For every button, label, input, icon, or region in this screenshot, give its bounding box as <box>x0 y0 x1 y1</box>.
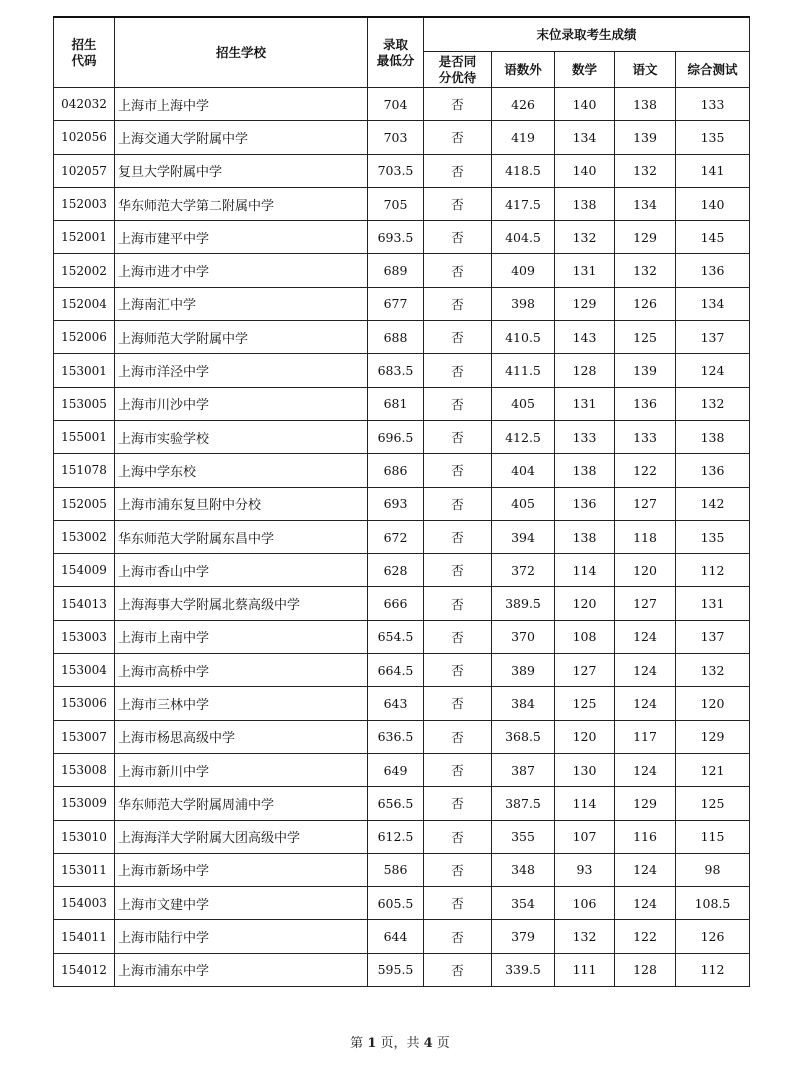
table-row <box>54 354 750 387</box>
cell-tie-priority: 否 <box>424 221 492 254</box>
cell-tie-priority: 否 <box>424 254 492 287</box>
cell-school: 上海市浦东复旦附中分校 <box>115 487 368 520</box>
cell-non-language: 387.5 <box>492 787 555 820</box>
cell-min-score: 693 <box>368 487 424 520</box>
cell-school: 上海市新场中学 <box>115 853 368 886</box>
cell-school: 上海交通大学附属中学 <box>115 121 368 154</box>
cell-tie-priority: 否 <box>424 321 492 354</box>
admission-score-table <box>53 16 750 987</box>
cell-chinese: 138 <box>615 88 676 121</box>
cell-school: 复旦大学附属中学 <box>115 154 368 187</box>
cell-code: 153009 <box>54 787 115 820</box>
cell-code: 152004 <box>54 287 115 320</box>
cell-comprehensive: 120 <box>676 687 750 720</box>
cell-chinese: 129 <box>615 787 676 820</box>
table-row <box>54 620 750 653</box>
table-row <box>54 687 750 720</box>
cell-tie-priority: 否 <box>424 554 492 587</box>
cell-min-score: 693.5 <box>368 221 424 254</box>
cell-min-score: 649 <box>368 753 424 786</box>
cell-chinese: 127 <box>615 487 676 520</box>
header-tie-priority: 是否同 分优待 <box>424 52 492 88</box>
cell-tie-priority: 否 <box>424 88 492 121</box>
cell-code: 153004 <box>54 654 115 687</box>
cell-tie-priority: 否 <box>424 587 492 620</box>
table-row <box>54 654 750 687</box>
cell-non-language: 419 <box>492 121 555 154</box>
cell-min-score: 683.5 <box>368 354 424 387</box>
cell-tie-priority: 否 <box>424 387 492 420</box>
cell-non-language: 379 <box>492 920 555 953</box>
cell-school: 华东师范大学第二附属中学 <box>115 187 368 220</box>
cell-code: 153008 <box>54 753 115 786</box>
cell-min-score: 605.5 <box>368 887 424 920</box>
cell-chinese: 122 <box>615 454 676 487</box>
cell-min-score: 636.5 <box>368 720 424 753</box>
cell-min-score: 688 <box>368 321 424 354</box>
cell-tie-priority: 否 <box>424 454 492 487</box>
cell-chinese: 127 <box>615 587 676 620</box>
table-row <box>54 154 750 187</box>
cell-tie-priority: 否 <box>424 121 492 154</box>
cell-code: 152006 <box>54 321 115 354</box>
table-row <box>54 321 750 354</box>
table-row <box>54 454 750 487</box>
cell-non-language: 410.5 <box>492 321 555 354</box>
cell-min-score: 696.5 <box>368 420 424 453</box>
cell-comprehensive: 129 <box>676 720 750 753</box>
cell-code: 152003 <box>54 187 115 220</box>
cell-comprehensive: 140 <box>676 187 750 220</box>
cell-comprehensive: 124 <box>676 354 750 387</box>
cell-math: 106 <box>555 887 615 920</box>
cell-chinese: 126 <box>615 287 676 320</box>
cell-code: 155001 <box>54 420 115 453</box>
cell-math: 136 <box>555 487 615 520</box>
cell-school: 上海市三林中学 <box>115 687 368 720</box>
cell-comprehensive: 132 <box>676 387 750 420</box>
cell-math: 138 <box>555 454 615 487</box>
cell-comprehensive: 132 <box>676 654 750 687</box>
header-math: 数学 <box>555 52 615 88</box>
table-body <box>54 88 750 987</box>
cell-school: 华东师范大学附属周浦中学 <box>115 787 368 820</box>
cell-tie-priority: 否 <box>424 654 492 687</box>
table-row <box>54 387 750 420</box>
header-school: 招生学校 <box>115 17 368 88</box>
table-row <box>54 853 750 886</box>
cell-code: 153010 <box>54 820 115 853</box>
cell-min-score: 664.5 <box>368 654 424 687</box>
cell-min-score: 704 <box>368 88 424 121</box>
cell-chinese: 132 <box>615 154 676 187</box>
cell-tie-priority: 否 <box>424 154 492 187</box>
cell-non-language: 368.5 <box>492 720 555 753</box>
cell-tie-priority: 否 <box>424 787 492 820</box>
cell-school: 上海市香山中学 <box>115 554 368 587</box>
cell-non-language: 389 <box>492 654 555 687</box>
cell-non-language: 405 <box>492 387 555 420</box>
cell-comprehensive: 133 <box>676 88 750 121</box>
cell-code: 153002 <box>54 520 115 553</box>
header-chinese: 语文 <box>615 52 676 88</box>
cell-math: 114 <box>555 787 615 820</box>
cell-non-language: 426 <box>492 88 555 121</box>
cell-min-score: 656.5 <box>368 787 424 820</box>
cell-chinese: 124 <box>615 753 676 786</box>
cell-min-score: 686 <box>368 454 424 487</box>
cell-school: 上海南汇中学 <box>115 287 368 320</box>
cell-code: 154013 <box>54 587 115 620</box>
table-row <box>54 520 750 553</box>
cell-math: 130 <box>555 753 615 786</box>
cell-chinese: 122 <box>615 920 676 953</box>
cell-tie-priority: 否 <box>424 920 492 953</box>
cell-min-score: 703 <box>368 121 424 154</box>
cell-school: 上海市上海中学 <box>115 88 368 121</box>
cell-comprehensive: 137 <box>676 620 750 653</box>
cell-math: 134 <box>555 121 615 154</box>
cell-code: 153005 <box>54 387 115 420</box>
cell-math: 128 <box>555 354 615 387</box>
cell-math: 138 <box>555 520 615 553</box>
cell-math: 120 <box>555 587 615 620</box>
current-page-number: 1 <box>367 1036 377 1051</box>
cell-comprehensive: 142 <box>676 487 750 520</box>
table-row <box>54 953 750 986</box>
cell-school: 上海市高桥中学 <box>115 654 368 687</box>
cell-school: 上海市实验学校 <box>115 420 368 453</box>
cell-code: 153003 <box>54 620 115 653</box>
cell-code: 152002 <box>54 254 115 287</box>
cell-math: 133 <box>555 420 615 453</box>
cell-chinese: 118 <box>615 520 676 553</box>
cell-chinese: 124 <box>615 620 676 653</box>
cell-non-language: 339.5 <box>492 953 555 986</box>
cell-chinese: 124 <box>615 853 676 886</box>
cell-school: 上海市文建中学 <box>115 887 368 920</box>
cell-code: 152005 <box>54 487 115 520</box>
cell-comprehensive: 138 <box>676 420 750 453</box>
cell-tie-priority: 否 <box>424 820 492 853</box>
table-row <box>54 221 750 254</box>
table-row <box>54 920 750 953</box>
cell-non-language: 355 <box>492 820 555 853</box>
cell-code: 153007 <box>54 720 115 753</box>
cell-chinese: 120 <box>615 554 676 587</box>
cell-non-language: 389.5 <box>492 587 555 620</box>
cell-school: 上海市进才中学 <box>115 254 368 287</box>
cell-comprehensive: 126 <box>676 920 750 953</box>
table-row <box>54 887 750 920</box>
header-min-score: 录取 最低分 <box>368 17 424 88</box>
table-row <box>54 420 750 453</box>
cell-chinese: 129 <box>615 221 676 254</box>
cell-min-score: 595.5 <box>368 953 424 986</box>
cell-chinese: 117 <box>615 720 676 753</box>
cell-comprehensive: 136 <box>676 454 750 487</box>
table-header <box>54 17 750 88</box>
cell-comprehensive: 112 <box>676 554 750 587</box>
table-row <box>54 587 750 620</box>
header-non-language: 语数外 <box>492 52 555 88</box>
cell-code: 151078 <box>54 454 115 487</box>
cell-tie-priority: 否 <box>424 187 492 220</box>
table-row <box>54 88 750 121</box>
cell-school: 上海市建平中学 <box>115 221 368 254</box>
cell-non-language: 409 <box>492 254 555 287</box>
cell-min-score: 705 <box>368 187 424 220</box>
cell-min-score: 672 <box>368 520 424 553</box>
cell-math: 138 <box>555 187 615 220</box>
footer-middle: 页，共 <box>376 1036 424 1051</box>
cell-min-score: 612.5 <box>368 820 424 853</box>
cell-tie-priority: 否 <box>424 487 492 520</box>
cell-math: 108 <box>555 620 615 653</box>
cell-chinese: 124 <box>615 887 676 920</box>
cell-non-language: 384 <box>492 687 555 720</box>
cell-chinese: 124 <box>615 687 676 720</box>
cell-tie-priority: 否 <box>424 687 492 720</box>
cell-math: 140 <box>555 88 615 121</box>
cell-math: 114 <box>555 554 615 587</box>
table-row <box>54 820 750 853</box>
cell-non-language: 404 <box>492 454 555 487</box>
cell-school: 上海市洋泾中学 <box>115 354 368 387</box>
cell-comprehensive: 108.5 <box>676 887 750 920</box>
cell-comprehensive: 135 <box>676 520 750 553</box>
cell-school: 上海中学东校 <box>115 454 368 487</box>
cell-comprehensive: 121 <box>676 753 750 786</box>
cell-code: 042032 <box>54 88 115 121</box>
cell-math: 93 <box>555 853 615 886</box>
cell-math: 132 <box>555 920 615 953</box>
cell-min-score: 689 <box>368 254 424 287</box>
cell-school: 上海海洋大学附属大团高级中学 <box>115 820 368 853</box>
cell-tie-priority: 否 <box>424 620 492 653</box>
cell-school: 上海市陆行中学 <box>115 920 368 953</box>
cell-school: 上海市新川中学 <box>115 753 368 786</box>
cell-math: 120 <box>555 720 615 753</box>
footer-suffix: 页 <box>432 1036 450 1051</box>
cell-school: 上海师范大学附属中学 <box>115 321 368 354</box>
cell-math: 143 <box>555 321 615 354</box>
cell-school: 华东师范大学附属东昌中学 <box>115 520 368 553</box>
cell-school: 上海市浦东中学 <box>115 953 368 986</box>
cell-chinese: 134 <box>615 187 676 220</box>
cell-non-language: 372 <box>492 554 555 587</box>
cell-tie-priority: 否 <box>424 953 492 986</box>
cell-code: 154009 <box>54 554 115 587</box>
cell-non-language: 354 <box>492 887 555 920</box>
cell-comprehensive: 131 <box>676 587 750 620</box>
cell-non-language: 405 <box>492 487 555 520</box>
cell-math: 131 <box>555 254 615 287</box>
cell-min-score: 681 <box>368 387 424 420</box>
cell-comprehensive: 115 <box>676 820 750 853</box>
cell-code: 154012 <box>54 953 115 986</box>
cell-tie-priority: 否 <box>424 420 492 453</box>
cell-math: 129 <box>555 287 615 320</box>
cell-non-language: 418.5 <box>492 154 555 187</box>
page-footer <box>0 1032 800 1051</box>
cell-code: 152001 <box>54 221 115 254</box>
cell-math: 107 <box>555 820 615 853</box>
footer-prefix: 第 <box>350 1036 368 1051</box>
cell-min-score: 654.5 <box>368 620 424 653</box>
cell-comprehensive: 136 <box>676 254 750 287</box>
table-row <box>54 554 750 587</box>
cell-code: 102057 <box>54 154 115 187</box>
cell-non-language: 398 <box>492 287 555 320</box>
cell-tie-priority: 否 <box>424 520 492 553</box>
cell-chinese: 125 <box>615 321 676 354</box>
cell-tie-priority: 否 <box>424 887 492 920</box>
cell-comprehensive: 98 <box>676 853 750 886</box>
cell-school: 上海海事大学附属北蔡高级中学 <box>115 587 368 620</box>
cell-math: 140 <box>555 154 615 187</box>
cell-comprehensive: 145 <box>676 221 750 254</box>
cell-comprehensive: 112 <box>676 953 750 986</box>
table-row <box>54 287 750 320</box>
cell-non-language: 370 <box>492 620 555 653</box>
total-page-count: 4 <box>423 1036 433 1051</box>
table-row <box>54 787 750 820</box>
table-row <box>54 187 750 220</box>
cell-min-score: 586 <box>368 853 424 886</box>
table-row <box>54 254 750 287</box>
cell-math: 131 <box>555 387 615 420</box>
cell-code: 154011 <box>54 920 115 953</box>
cell-comprehensive: 137 <box>676 321 750 354</box>
cell-chinese: 139 <box>615 121 676 154</box>
cell-comprehensive: 141 <box>676 154 750 187</box>
cell-tie-priority: 否 <box>424 287 492 320</box>
cell-chinese: 136 <box>615 387 676 420</box>
cell-non-language: 417.5 <box>492 187 555 220</box>
cell-comprehensive: 135 <box>676 121 750 154</box>
header-code: 招生 代码 <box>54 17 115 88</box>
cell-math: 127 <box>555 654 615 687</box>
cell-chinese: 132 <box>615 254 676 287</box>
cell-math: 125 <box>555 687 615 720</box>
cell-code: 153006 <box>54 687 115 720</box>
header-comprehensive: 综合测试 <box>676 52 750 88</box>
cell-min-score: 643 <box>368 687 424 720</box>
cell-tie-priority: 否 <box>424 354 492 387</box>
cell-non-language: 411.5 <box>492 354 555 387</box>
cell-code: 153011 <box>54 853 115 886</box>
cell-chinese: 116 <box>615 820 676 853</box>
cell-chinese: 139 <box>615 354 676 387</box>
cell-chinese: 124 <box>615 654 676 687</box>
cell-tie-priority: 否 <box>424 753 492 786</box>
cell-non-language: 404.5 <box>492 221 555 254</box>
table-row <box>54 753 750 786</box>
cell-min-score: 644 <box>368 920 424 953</box>
header-last-admitted-group: 末位录取考生成绩 <box>424 17 750 52</box>
cell-math: 132 <box>555 221 615 254</box>
cell-comprehensive: 125 <box>676 787 750 820</box>
cell-min-score: 677 <box>368 287 424 320</box>
cell-code: 153001 <box>54 354 115 387</box>
table-row <box>54 720 750 753</box>
cell-min-score: 703.5 <box>368 154 424 187</box>
cell-school: 上海市川沙中学 <box>115 387 368 420</box>
cell-chinese: 128 <box>615 953 676 986</box>
cell-math: 111 <box>555 953 615 986</box>
cell-tie-priority: 否 <box>424 853 492 886</box>
cell-non-language: 387 <box>492 753 555 786</box>
cell-non-language: 412.5 <box>492 420 555 453</box>
cell-min-score: 628 <box>368 554 424 587</box>
table-row <box>54 121 750 154</box>
cell-school: 上海市上南中学 <box>115 620 368 653</box>
cell-school: 上海市杨思高级中学 <box>115 720 368 753</box>
cell-non-language: 348 <box>492 853 555 886</box>
table-row <box>54 487 750 520</box>
cell-non-language: 394 <box>492 520 555 553</box>
cell-code: 102056 <box>54 121 115 154</box>
cell-comprehensive: 134 <box>676 287 750 320</box>
cell-code: 154003 <box>54 887 115 920</box>
cell-min-score: 666 <box>368 587 424 620</box>
cell-chinese: 133 <box>615 420 676 453</box>
cell-tie-priority: 否 <box>424 720 492 753</box>
